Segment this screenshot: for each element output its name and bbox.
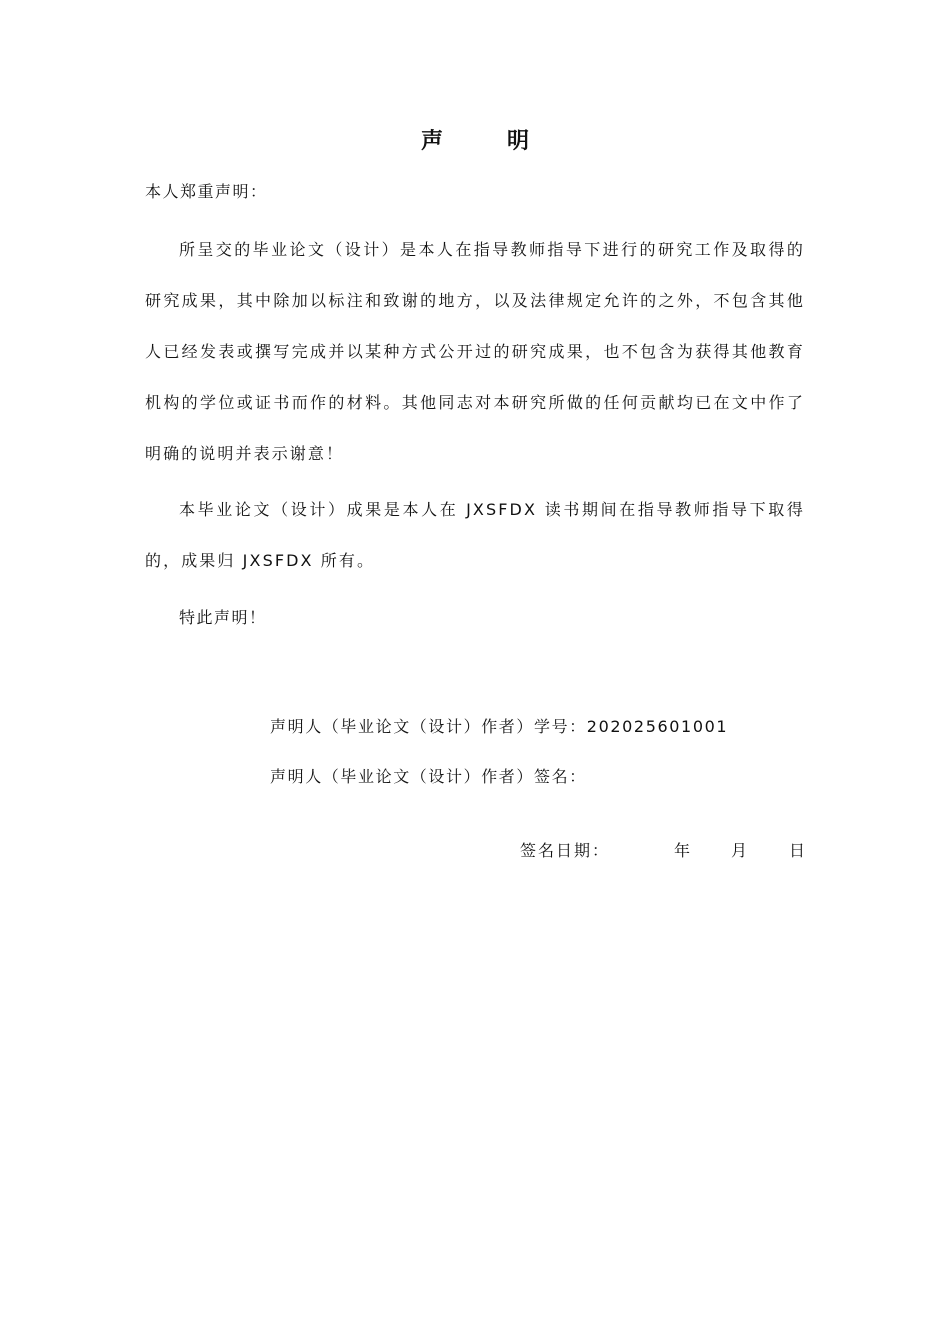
year-label: 年 (674, 841, 691, 860)
paragraph-ownership: 本毕业论文（设计）成果是本人在 JXSFDX 读书期间在指导教师指导下取得的，成果归 JXSFDX 所有。 (145, 500, 805, 570)
day-label: 日 (789, 841, 806, 860)
paragraph-originality: 所呈交的毕业论文（设计）是本人在指导教师指导下进行的研究工作及取得的研究成果，其中除加以标注和致谢的地方，以及法律规定允许的之外，不包含其他人已经发表或撰写完成并以某种方式公开过的研究成果，也不包含为获得其他教育机构的学位或证书而作的材料。其他同志对本研究所做的任何贡献均已在文中作了明确的说明并表示谢意！ (145, 240, 805, 463)
salutation: 本人郑重声明： (145, 182, 268, 201)
page-title (0, 126, 950, 158)
title-char-right: 明 (507, 129, 530, 154)
closing-statement: 特此声明！ (179, 608, 267, 627)
title-char-left: 声 (420, 129, 443, 154)
date-label: 签名日期： (520, 841, 611, 860)
month-label: 月 (731, 841, 748, 860)
student-id-line: 声明人（毕业论文（设计）作者）学号：202025601001 (270, 717, 729, 736)
signature-line: 声明人（毕业论文（设计）作者）签名： (270, 767, 587, 786)
